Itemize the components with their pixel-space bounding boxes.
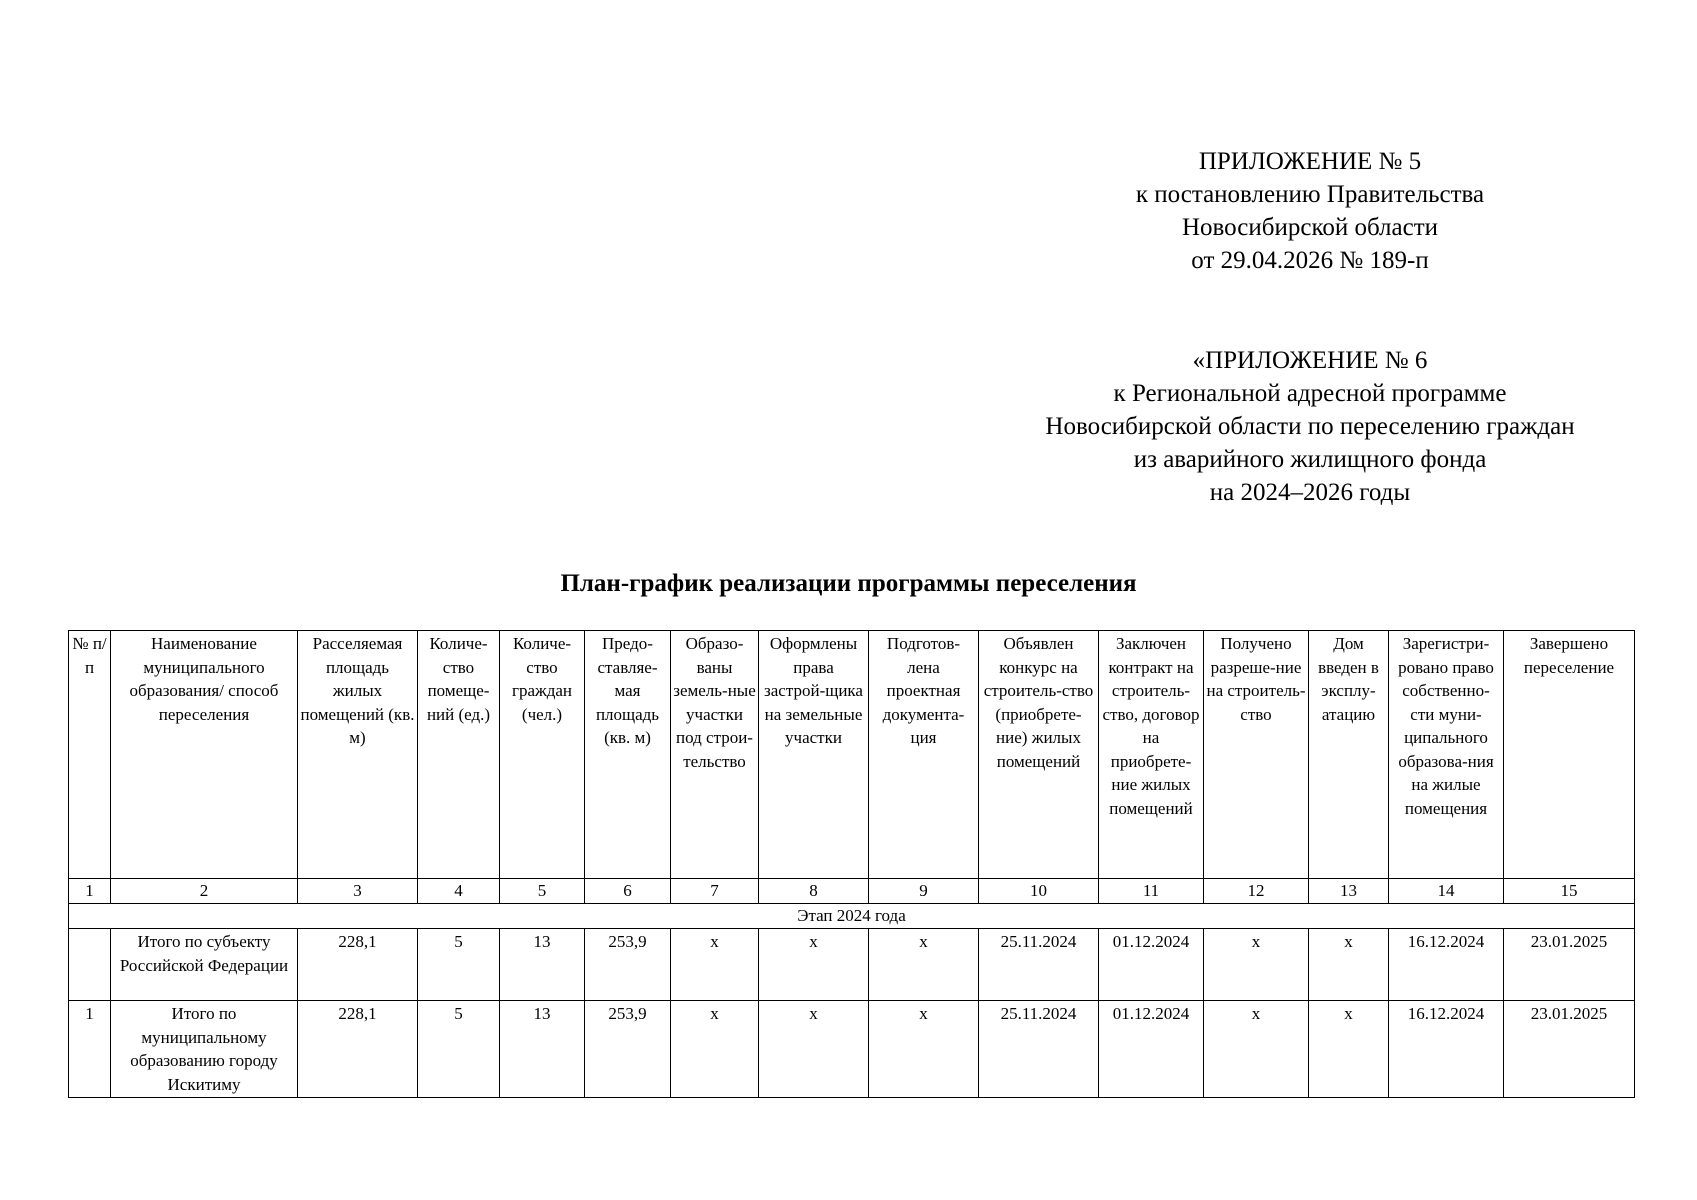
header-cell-commissioned: Дом введен в эксплу-атацию — [1309, 631, 1389, 879]
header-cell-permit: Получено разреше-ние на строитель-ство — [1204, 631, 1309, 879]
cell-provided-area: 253,9 — [585, 1001, 671, 1098]
cell-area: 228,1 — [298, 929, 418, 1001]
header-cell-contract: Заключен контракт на строитель-ство, договор на приобрете-ние жилых помещений — [1099, 631, 1204, 879]
cell-contract: 01.12.2024 — [1099, 929, 1204, 1001]
table-row — [69, 929, 1635, 1001]
header-cell-tender: Объявлен конкурс на строитель-ство (приобрете-ние) жилых помещений — [979, 631, 1099, 879]
column-number: 11 — [1099, 879, 1204, 904]
cell-commissioned: х — [1309, 1001, 1389, 1098]
column-number: 5 — [500, 879, 585, 904]
document-title: План-график реализации программы переселения — [560, 570, 1137, 597]
cell-land-formed: х — [671, 929, 759, 1001]
header-cell-completed: Завершено переселение — [1504, 631, 1635, 879]
header-cell-num: № п/п — [69, 631, 111, 879]
cell-citizens: 13 — [500, 1001, 585, 1098]
stage-label: Этап 2024 года — [69, 904, 1635, 929]
table-header-row — [69, 631, 1635, 879]
cell-num: 1 — [69, 1001, 111, 1098]
cell-tender: 25.11.2024 — [979, 929, 1099, 1001]
cell-project-docs: х — [869, 929, 979, 1001]
column-number: 1 — [69, 879, 111, 904]
table-row — [69, 1001, 1635, 1098]
header-cell-land-formed: Образо-ваны земель-ные участки под строи-тельство — [671, 631, 759, 879]
appendix-6-line-1: «ПРИЛОЖЕНИЕ № 6 — [1192, 347, 1428, 374]
cell-name: Итого по муниципальному образованию городу Искитиму — [111, 1001, 298, 1098]
appendix-5-line-2: к постановлению Правительства — [1135, 181, 1485, 208]
header-cell-name: Наименование муниципального образования/ способ переселения — [111, 631, 298, 879]
header-cell-registered: Зарегистри-ровано право собственно-сти муни-ципального образова-ния на жилые помещения — [1389, 631, 1504, 879]
cell-registered: 16.12.2024 — [1389, 1001, 1504, 1098]
cell-citizens: 13 — [500, 929, 585, 1001]
header-cell-rights: Оформлены права застрой-щика на земельные участки — [759, 631, 869, 879]
cell-completed: 23.01.2025 — [1504, 929, 1635, 1001]
cell-registered: 16.12.2024 — [1389, 929, 1504, 1001]
cell-tender: 25.11.2024 — [979, 1001, 1099, 1098]
column-number: 14 — [1389, 879, 1504, 904]
appendix-6-line-5: на 2024–2026 годы — [1209, 479, 1411, 506]
stage-row — [69, 904, 1635, 929]
appendix-6-heading — [980, 344, 1640, 509]
column-number: 15 — [1504, 879, 1635, 904]
column-number: 8 — [759, 879, 869, 904]
column-number: 4 — [418, 879, 500, 904]
appendix-5-line-1: ПРИЛОЖЕНИЕ № 5 — [1198, 148, 1422, 175]
column-number: 13 — [1309, 879, 1389, 904]
cell-completed: 23.01.2025 — [1504, 1001, 1635, 1098]
cell-permit: х — [1204, 929, 1309, 1001]
appendix-5-line-3: Новосибирской области — [1181, 214, 1439, 241]
cell-rights: х — [759, 1001, 869, 1098]
cell-rooms: 5 — [418, 929, 500, 1001]
cell-commissioned: х — [1309, 929, 1389, 1001]
column-number: 7 — [671, 879, 759, 904]
cell-rights: х — [759, 929, 869, 1001]
column-number: 2 — [111, 879, 298, 904]
appendix-5-line-4: от 29.04.2026 № 189-п — [1191, 247, 1429, 274]
cell-rooms: 5 — [418, 1001, 500, 1098]
header-cell-project-docs: Подготов-лена проектная документа-ция — [869, 631, 979, 879]
column-number: 9 — [869, 879, 979, 904]
column-number-row — [69, 879, 1635, 904]
header-cell-citizens: Количе-ство граждан (чел.) — [500, 631, 585, 879]
cell-land-formed: х — [671, 1001, 759, 1098]
appendix-5-heading — [1060, 145, 1560, 277]
cell-contract: 01.12.2024 — [1099, 1001, 1204, 1098]
column-number: 12 — [1204, 879, 1309, 904]
column-number: 6 — [585, 879, 671, 904]
header-cell-rooms: Количе-ство помеще-ний (ед.) — [418, 631, 500, 879]
column-number: 10 — [979, 879, 1099, 904]
appendix-6-line-2: к Региональной адресной программе — [1113, 380, 1507, 407]
cell-provided-area: 253,9 — [585, 929, 671, 1001]
header-cell-provided-area: Предо-ставляе-мая площадь (кв. м) — [585, 631, 671, 879]
cell-num — [69, 929, 111, 1001]
schedule-table — [68, 630, 1635, 1098]
appendix-6-line-4: из аварийного жилищного фонда — [1133, 446, 1487, 473]
cell-project-docs: х — [869, 1001, 979, 1098]
cell-permit: х — [1204, 1001, 1309, 1098]
header-cell-area: Расселяемая площадь жилых помещений (кв. м) — [298, 631, 418, 879]
column-number: 3 — [298, 879, 418, 904]
cell-name: Итого по субъекту Российской Федерации — [111, 929, 298, 1001]
appendix-6-line-3: Новосибирской области по переселению граждан — [1045, 413, 1575, 440]
cell-area: 228,1 — [298, 1001, 418, 1098]
